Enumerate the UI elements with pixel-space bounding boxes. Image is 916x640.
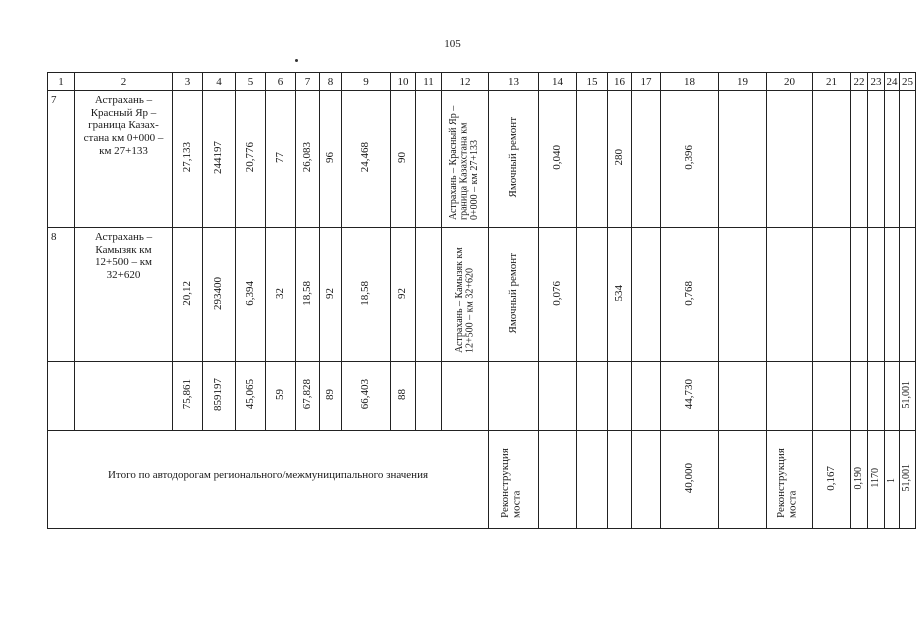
cell-value: 40,000 <box>682 462 695 494</box>
cell-value: 51,001 <box>901 380 913 409</box>
work-type: Ямочный ремонт <box>506 252 519 334</box>
total-label: Итого по автодорогам регионального/межмуниципального значения <box>48 431 489 529</box>
cell-value: 77 <box>273 152 286 163</box>
empty-cell <box>632 228 661 362</box>
empty-cell <box>767 91 813 228</box>
empty-cell <box>868 91 885 228</box>
empty-cell <box>489 362 539 431</box>
empty-cell <box>416 228 442 362</box>
header-cell: 18 <box>661 73 719 91</box>
header-cell: 12 <box>442 73 489 91</box>
work-type: Ямочный ремонт <box>506 117 519 198</box>
header-cell: 2 <box>75 73 173 91</box>
empty-cell <box>539 431 577 529</box>
empty-cell <box>632 431 661 529</box>
empty-cell <box>885 228 900 362</box>
header-cell: 7 <box>296 73 320 91</box>
empty-cell <box>813 228 851 362</box>
cell-value: 45,065 <box>243 379 256 410</box>
total-row <box>48 431 916 529</box>
cell-value: 59 <box>273 389 286 400</box>
empty-cell <box>813 362 851 431</box>
table-row <box>48 91 916 228</box>
cell-value: 96 <box>323 152 336 163</box>
empty-cell <box>416 362 442 431</box>
header-cell: 6 <box>266 73 296 91</box>
column-number-row <box>48 73 916 91</box>
header-cell: 5 <box>236 73 266 91</box>
header-cell: 16 <box>608 73 632 91</box>
empty-cell <box>577 91 608 228</box>
empty-cell <box>608 362 632 431</box>
cell-value: 32 <box>273 287 286 299</box>
empty-cell <box>868 228 885 362</box>
header-cell: 4 <box>203 73 236 91</box>
header-cell: 1 <box>48 73 75 91</box>
cell-value: 26,083 <box>300 142 313 173</box>
road-works-table <box>47 72 916 529</box>
header-cell: 9 <box>342 73 391 91</box>
header-cell: 21 <box>813 73 851 91</box>
empty-cell <box>885 91 900 228</box>
cell-value: 0,040 <box>550 145 563 170</box>
cell-value: 0,076 <box>550 280 563 306</box>
stray-mark <box>295 59 298 62</box>
cell-value: 0,396 <box>682 145 695 170</box>
empty-cell <box>767 228 813 362</box>
empty-cell <box>539 362 577 431</box>
cell-value: 67,828 <box>300 379 313 410</box>
cell-value: 859197 <box>212 378 225 411</box>
cell-value: 92 <box>396 287 409 299</box>
work-type: Реконструкция моста <box>498 448 523 518</box>
header-cell: 23 <box>868 73 885 91</box>
empty-cell <box>577 431 608 529</box>
cell-value: 44,730 <box>682 379 695 410</box>
cell-value: 75,861 <box>180 379 193 410</box>
header-cell: 11 <box>416 73 442 91</box>
cell-value: 244197 <box>212 141 225 174</box>
row-number: 7 <box>48 91 75 228</box>
header-cell: 15 <box>577 73 608 91</box>
road-name: Астрахань – Камызяк км 12+500 – км 32+620 <box>75 228 173 362</box>
cell-value: 6,394 <box>243 280 256 306</box>
row-number: 8 <box>48 228 75 362</box>
cell-value: 1 <box>885 477 897 483</box>
header-cell: 24 <box>885 73 900 91</box>
header-cell: 8 <box>320 73 342 91</box>
header-cell: 19 <box>719 73 767 91</box>
empty-cell <box>900 228 916 362</box>
cell-value: 18,58 <box>300 280 313 306</box>
cell-value: 20,12 <box>180 280 193 306</box>
empty-cell <box>442 362 489 431</box>
header-cell: 22 <box>851 73 868 91</box>
cell-value: 280 <box>612 149 625 166</box>
empty-cell <box>868 362 885 431</box>
header-cell: 20 <box>767 73 813 91</box>
header-cell: 10 <box>391 73 416 91</box>
empty-cell <box>632 362 661 431</box>
cell-value: 66,403 <box>359 379 372 410</box>
cell-value: 20,776 <box>243 142 256 173</box>
road-section: Астрахань – Красный Яр – граница Казахстана км 0+000 – км 27+133 <box>448 105 481 220</box>
page-number: 105 <box>444 38 461 50</box>
empty-cell <box>75 362 173 431</box>
work-type: Реконструкция моста <box>774 448 799 518</box>
header-cell: 25 <box>900 73 916 91</box>
empty-cell <box>719 91 767 228</box>
empty-cell <box>48 362 75 431</box>
empty-cell <box>416 91 442 228</box>
cell-value: 1170 <box>869 468 881 488</box>
cell-value: 0,768 <box>682 280 695 306</box>
cell-value: 534 <box>612 284 625 302</box>
empty-cell <box>900 91 916 228</box>
empty-cell <box>851 91 868 228</box>
cell-value: 27,133 <box>180 142 193 173</box>
empty-cell <box>632 91 661 228</box>
road-name: Астрахань – Красный Яр – граница Казах-стана км 0+000 – км 27+133 <box>75 91 173 228</box>
header-cell: 3 <box>173 73 203 91</box>
cell-value: 90 <box>396 152 409 163</box>
cell-value: 0,167 <box>824 465 837 491</box>
cell-value: 88 <box>396 389 409 400</box>
road-section: Астрахань – Камызяк км 12+500 – км 32+620 <box>453 247 475 353</box>
cell-value: 293400 <box>212 276 225 310</box>
cell-value: 0,190 <box>852 466 864 490</box>
empty-cell <box>719 228 767 362</box>
empty-cell <box>885 362 900 431</box>
empty-cell <box>577 362 608 431</box>
sum-row <box>48 362 916 431</box>
cell-value: 89 <box>323 389 336 400</box>
cell-value: 92 <box>323 287 336 299</box>
empty-cell <box>851 228 868 362</box>
empty-cell <box>719 431 767 529</box>
cell-value: 24,468 <box>359 142 372 173</box>
empty-cell <box>767 362 813 431</box>
cell-value: 51,001 <box>901 464 913 492</box>
empty-cell <box>608 431 632 529</box>
empty-cell <box>851 362 868 431</box>
empty-cell <box>813 91 851 228</box>
header-cell: 13 <box>489 73 539 91</box>
header-cell: 14 <box>539 73 577 91</box>
empty-cell <box>719 362 767 431</box>
cell-value: 18,58 <box>359 280 372 306</box>
empty-cell <box>577 228 608 362</box>
header-cell: 17 <box>632 73 661 91</box>
table-row <box>48 228 916 362</box>
